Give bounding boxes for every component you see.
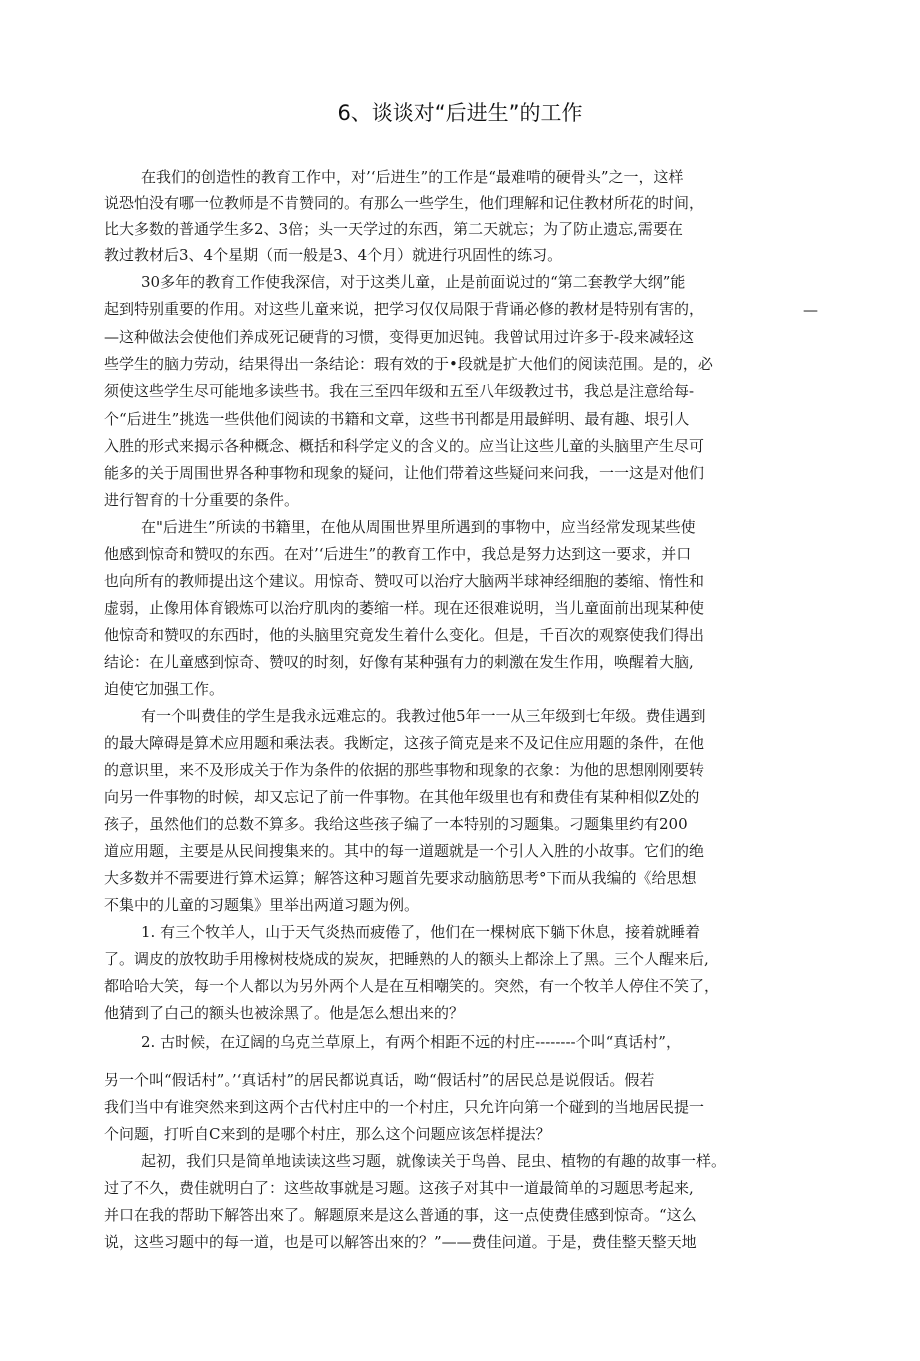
text-line: 也向所有的教师提出这个建议。用惊奇、赞叹可以治疗大脑两半球神经细胞的萎缩、惰性和 [104,572,705,590]
text-line: 1. 有三个牧羊人，山于天气炎热而疲倦了，他们在一棵树底下躺下休息，接着就睡着 [141,923,701,941]
text-line: 并口在我的帮助下解答出來了。解题原来是这么普通的事，这一点使费佳感到惊奇。“这么 [104,1206,697,1224]
text-line: 他猜到了白己的额头也被涂黑了。他是怎么想出来的？ [104,1004,465,1022]
text-line: 过了不久，费佳就明白了：这些故事就是习题。这孩子对其中一道最简单的习题思考起来, [104,1179,694,1197]
text-line: 结论：在儿童感到惊奇、赞叹的时刻，好像有某种强有力的刺激在发生作用，唤醒着大脑, [104,653,694,671]
text-line: 了。调皮的放牧助手用橡树枝烧成的炭灰，把睡熟的人的额头上都涂上了黑。三个人醒来后, [104,950,709,968]
text-line: 不集中的儿童的习题集》里举出两道习题为例。 [104,896,420,914]
text-line: 进行智育的十分重要的条件。 [104,491,300,509]
text-line: 2. 古时候，在辽阔的乌克兰草原上，有两个相距不远的村庄--------个叫“真话村”， [141,1033,681,1051]
text-line: 起初，我们只是简单地读读这些习题，就像读关于鸟兽、昆虫、植物的有趣的故事一样。 [141,1152,727,1170]
text-line: 向另一件事物的时候，却又忘记了前一件事物。在其他年级里也有和费佳有某种相似Z处的 [104,788,700,806]
text-line: 个问题，打听自C来到的是哪个村庄，那么这个问题应该怎样提法？ [104,1125,551,1143]
text-line: 我们当中有谁突然来到这两个古代村庄中的一个村庄，只允许向第一个碰到的当地居民提一 [104,1098,705,1116]
text-line: 孩子，虽然他们的总数不算多。我给这些孩子编了一本特别的习题集。刁题集里约有200 [104,815,688,833]
text-line: 30多年的教育工作使我深信，对于这类儿童，止是前面说过的“第二套教学大纲”能 [141,273,686,291]
text-line: 能多的关于周围世界各种事物和现象的疑问，让他们带着这些疑问来问我，一一这是对他们 [104,464,705,482]
text-line: 说，这些习题中的每一道，也是可以解答出來的？”——费佳问道。于是，费佳整天整天地 [104,1233,697,1251]
text-line: 的最大障碍是算术应用题和乘法表。我断定，这孩子简克是来不及记住应用题的条件，在他 [104,734,705,752]
text-line: 在我们的创造性的教育工作中，对’‘后进生”的工作是“最难啃的硬骨头”之一，这样 [141,168,684,186]
page-title: 6、谈谈对“后进生”的工作 [337,101,583,125]
text-line: 虚弱，止像用体育锻炼可以治疗肌肉的萎缩一样。现在还很难说明，当儿童面前出现某种使 [104,599,705,617]
text-line: 起到特别重要的作用。对这些儿童来说，把学习仅仅局限于背诵必修的教材是特别有害的， [104,300,705,318]
text-line: 些学生的脑力劳动，结果得出一条结论：瑕有效的于•段就是扩大他们的阅读范围。是的，必 [104,355,713,373]
text-line: 须使这些学生尽可能地多读些书。我在三至四年级和五至八年级教过书，我总是注意给每- [104,382,695,400]
text-line: 教过教材后3、4个星期（而一般是3、4个月）就进行巩固性的练习。 [104,246,563,264]
text-line: 道应用题，主要是从民间搜集来的。其中的每一道题就是一个引人入胜的小故事。它们的绝 [104,842,705,860]
margin-dash: — [803,301,818,319]
text-line: 说恐怕没有哪一位教师是不肯赞同的。有那么一些学生，他们理解和记住教材所花的时间， [104,194,705,212]
text-line: 个“后进生”挑选一些供他们阅读的书籍和文章，这些书刊都是用最鲜明、最有趣、垠引人 [104,410,690,428]
text-line: —这种做法会使他们养成死记硬背的习惯，变得更加迟钝。我曾试用过许多于-段来减轻这 [104,328,695,346]
text-line: 在"后进生”所读的书籍里，在他从周围世界里所遇到的事物中，应当经常发现某些使 [141,518,696,536]
text-line: 他惊奇和赞叹的东西时，他的头脑里究竟发生着什么变化。但是，千百次的观察使我们得出 [104,626,705,644]
text-line: 入胜的形式来揭示各种概念、概括和科学定义的含义的。应当让这些儿童的头脑里产生尽可 [104,437,705,455]
text-line: 有一个叫费佳的学生是我永远难忘的。我教过他5年一一从三年级到七年级。费佳遇到 [141,707,706,725]
text-line: 他感到惊奇和赞叹的东西。在对’‘后进生”的教育工作中，我总是努力达到这一要求，并口 [104,545,692,563]
text-line: 比大多数的普通学生多2、3倍；头一天学过的东西，第二天就忘；为了防止遗忘,需要在 [104,220,683,238]
text-line: 的意识里，来不及形成关于作为条件的依据的那些事物和现象的衣象：为他的思想刚刚要转 [104,761,705,779]
text-line: 都哈哈大笑，每一个人都以为另外两个人是在互相嘲笑的。突然，有一个牧羊人停住不笑了， [104,977,720,995]
text-line: 迫使它加强工作。 [104,680,225,698]
text-line: 另一个叫“假话村”。’‘真话村”的居民都说真话，呦“假话村”的居民总是说假话。假若 [104,1071,655,1089]
text-line: 大多数并不需要进行算术运算；解答这种习题首先要求动脑筋思考°下而从我编的《给思想 [104,869,697,887]
